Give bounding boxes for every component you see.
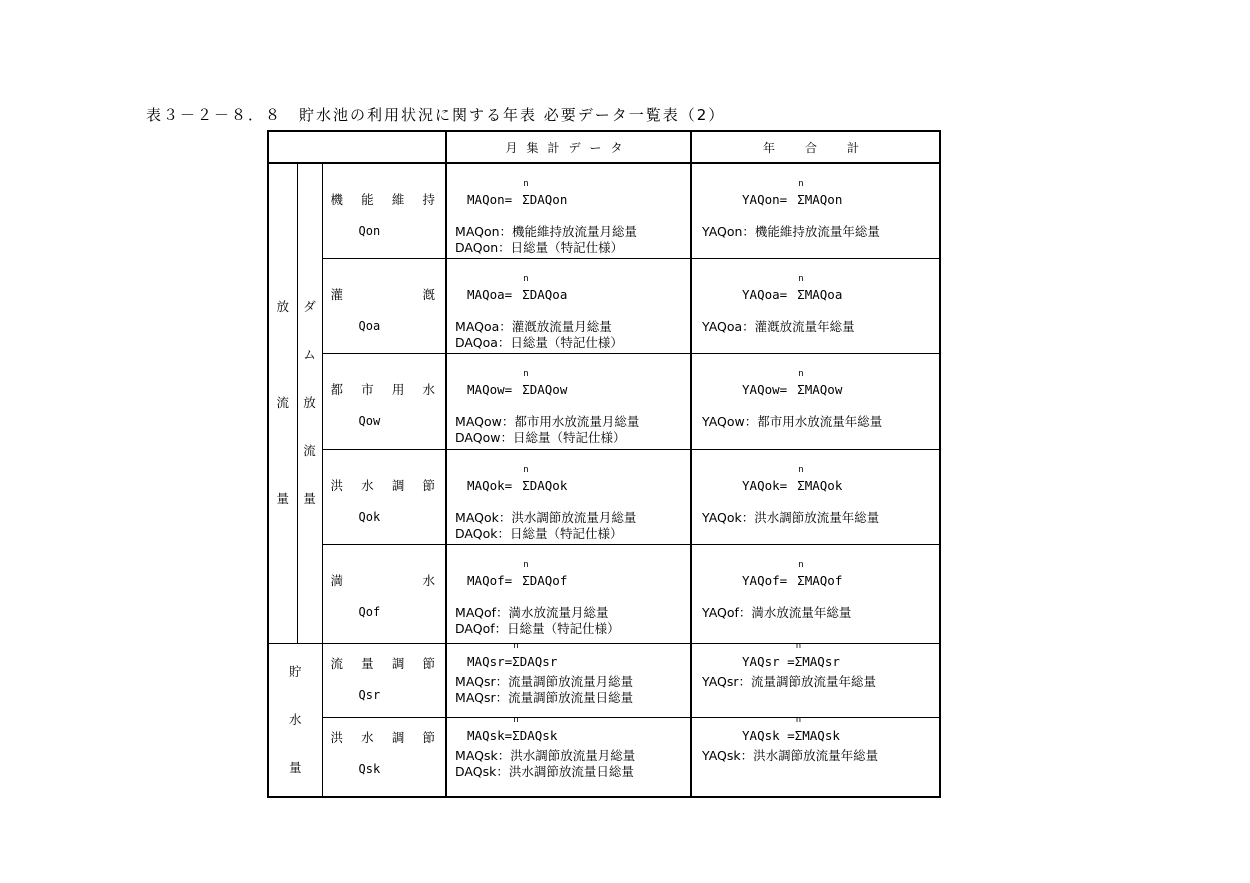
item-name [331, 654, 436, 672]
item-code: Qon [358, 224, 381, 238]
header-blank [268, 131, 446, 163]
description-line: MAQok：洪水調節放流量月総量 [455, 509, 637, 525]
item-name-char: 洪 [330, 729, 344, 745]
table-row [268, 449, 940, 544]
item-name-char: 用 [391, 381, 405, 397]
sum-limit: n [513, 640, 519, 651]
formula-lhs: YAQon= [742, 192, 788, 207]
formula-lhs: MAQoa= [467, 286, 513, 302]
description [702, 414, 939, 430]
formula-rhs: ΣDAQon n [522, 179, 568, 207]
dam-discharge-label-char: 放 [303, 395, 316, 411]
formula-lhs: YAQof= [742, 572, 788, 588]
description-line: MAQon：機能維持放流量月総量 [455, 224, 638, 239]
description-line: YAQof：満水放流量年総量 [702, 604, 852, 620]
sum-limit: n [798, 464, 804, 475]
item-name-char: 都 [330, 381, 344, 397]
formula-lhs: MAQon= [467, 192, 513, 207]
header-row [268, 131, 940, 163]
annual-cell [691, 449, 940, 544]
description-line: MAQsr：流量調節放流量月総量 [455, 673, 634, 689]
item-name-char: 調 [391, 477, 405, 493]
item-name-char: 洪 [330, 477, 344, 493]
item-name-char: 満 [330, 572, 344, 588]
item-code: Qok [358, 509, 381, 524]
item-name-char: 水 [422, 381, 436, 397]
sum-limit: n [798, 273, 804, 284]
monthly-cell [446, 449, 691, 544]
formula-lhs: MAQsk= [467, 727, 513, 743]
description [455, 674, 690, 706]
formula-rhs: ΣDAQok n [522, 464, 568, 493]
sum-limit: n [523, 464, 529, 475]
formula [702, 640, 939, 672]
item-name-char: 流 [330, 655, 344, 671]
formula-lhs: YAQsk = [742, 727, 795, 743]
formula [455, 179, 690, 210]
sum-limit: n [513, 714, 519, 725]
dam-discharge-label-cell [297, 163, 322, 643]
description-line: YAQow：都市用水放流量年総量 [702, 413, 883, 429]
monthly-cell [446, 640, 691, 717]
item-code: Qoa [358, 318, 381, 333]
description-line: DAQow：日総量（特記仕様） [455, 429, 626, 445]
formula-lhs: YAQsr = [742, 653, 795, 669]
annual-cell [691, 640, 940, 717]
item-name-char: 灌 [330, 286, 344, 302]
item-code: Qow [358, 413, 381, 428]
description-line: MAQsr：流量調節放流量日総量 [455, 689, 634, 705]
formula-rhs: ΣDAQsk n [512, 714, 558, 743]
description [702, 748, 939, 764]
description [455, 510, 690, 542]
item-name-char: 機 [330, 192, 344, 207]
discharge-label-char: 流 [276, 395, 289, 411]
description-line: YAQon：機能維持放流量年総量 [702, 224, 880, 239]
formula [702, 368, 939, 400]
dam-discharge-label-char: ダ [303, 299, 316, 315]
header-monthly: 月集計データ [446, 131, 691, 163]
item-name [331, 728, 436, 746]
item-name-char: 市 [361, 381, 374, 397]
formula [702, 273, 939, 305]
formula-rhs: ΣMAQof n [797, 559, 843, 588]
item-name-char: 量 [361, 655, 374, 671]
item-name-cell [322, 643, 446, 717]
formula [702, 179, 939, 210]
item-code: Qsr [358, 687, 381, 702]
item-name-cell [322, 544, 446, 643]
formula [455, 714, 690, 746]
item-name [331, 476, 436, 494]
formula-rhs: ΣMAQok n [797, 464, 843, 493]
table-row [268, 163, 940, 258]
formula-lhs: YAQow= [742, 381, 788, 397]
item-name [331, 285, 436, 303]
table-row [268, 258, 940, 353]
formula-rhs: ΣDAQsr n [512, 640, 558, 669]
description-line: MAQow：都市用水放流量月総量 [455, 413, 640, 429]
description-line: DAQof：日総量（特記仕様） [455, 620, 620, 636]
formula [455, 273, 690, 305]
item-code: Qof [358, 604, 381, 619]
table-row [268, 643, 940, 717]
sum-limit: n [795, 640, 802, 651]
description [455, 605, 690, 637]
item-name-char: 水 [422, 572, 436, 588]
formula-lhs: MAQsr= [467, 653, 513, 669]
description-line: MAQoa：灌漑放流量月総量 [455, 318, 612, 334]
item-name [331, 380, 436, 398]
monthly-cell [446, 353, 691, 449]
monthly-cell [446, 714, 691, 797]
item-name-cell [322, 258, 446, 353]
discharge-label-cell [268, 163, 297, 643]
table-row [268, 353, 940, 449]
item-name-cell [322, 717, 446, 797]
description [455, 224, 690, 256]
item-name-char: 水 [361, 729, 374, 745]
item-name [331, 190, 436, 208]
formula-rhs: ΣMAQow n [797, 368, 843, 397]
formula [702, 559, 939, 591]
sum-limit: n [523, 368, 529, 379]
sum-limit: n [523, 179, 529, 189]
formula-lhs: YAQok= [742, 477, 788, 493]
header-annual: 年 合 計 [691, 131, 940, 163]
dam-discharge-label-char: 量 [303, 491, 316, 507]
description-line: MAQsk：洪水調節放流量月総量 [455, 747, 636, 763]
sum-limit: n [798, 559, 804, 570]
monthly-cell [446, 163, 691, 258]
dam-discharge-label [303, 283, 316, 523]
sum-limit: n [795, 714, 802, 725]
description-line: YAQsr：流量調節放流量年総量 [702, 673, 877, 689]
discharge-label [276, 259, 289, 547]
formula [455, 464, 690, 496]
discharge-label-char: 量 [276, 491, 289, 507]
formula [455, 559, 690, 591]
discharge-label-char: 放 [276, 299, 289, 315]
table-title: 表３－２－８．８ 貯水池の利用状況に関する年表 必要データ一覧表（2） [146, 106, 726, 124]
storage-label-char: 水 [288, 711, 302, 727]
formula [455, 640, 690, 672]
annual-cell [691, 258, 940, 353]
formula-rhs: ΣDAQoa n [522, 273, 568, 302]
description [702, 510, 939, 526]
annual-cell [691, 353, 940, 449]
formula-rhs: ΣDAQow n [522, 368, 568, 397]
table-row [268, 544, 940, 643]
item-name-cell [322, 353, 446, 449]
formula [702, 464, 939, 496]
data-table [267, 130, 941, 798]
annual-cell [691, 714, 940, 797]
description [455, 748, 690, 780]
sum-limit: n [523, 273, 529, 284]
monthly-cell [446, 544, 691, 643]
item-name-char: 持 [422, 192, 436, 207]
storage-label [289, 648, 302, 792]
item-name-char: 調 [391, 655, 405, 671]
description-line: MAQof：満水放流量月総量 [455, 604, 609, 620]
formula-rhs: ΣMAQsk n [794, 714, 840, 743]
description-line: YAQsk：洪水調節放流量年総量 [702, 747, 879, 763]
item-name-cell [322, 449, 446, 544]
sum-limit: n [798, 179, 804, 189]
annual-cell [691, 544, 940, 643]
description-line: DAQoa：日総量（特記仕様） [455, 334, 623, 350]
monthly-cell [446, 258, 691, 353]
sum-limit: n [798, 368, 804, 379]
item-name-cell [322, 163, 446, 258]
formula [455, 368, 690, 400]
formula-rhs: ΣMAQsr n [794, 640, 840, 669]
item-name [331, 571, 436, 589]
formula-rhs: ΣMAQoa n [797, 273, 843, 302]
description-line: DAQok：日総量（特記仕様） [455, 525, 623, 541]
annual-cell [691, 163, 940, 258]
storage-label-char: 貯 [288, 663, 302, 679]
description [702, 319, 939, 335]
item-name-char: 水 [361, 477, 374, 493]
sum-limit: n [523, 559, 529, 570]
formula-lhs: MAQok= [467, 477, 513, 493]
item-name-char: 漑 [422, 286, 436, 302]
description-line: YAQoa：灌漑放流量年総量 [702, 318, 855, 334]
description-line: DAQsk：洪水調節放流量日総量 [455, 763, 634, 779]
dam-discharge-label-char: 流 [303, 443, 316, 459]
item-name-char: 維 [391, 192, 405, 207]
formula-rhs: ΣDAQof n [522, 559, 568, 588]
dam-discharge-label-char: ム [303, 347, 316, 363]
formula-lhs: MAQof= [467, 572, 513, 588]
item-name-char: 調 [391, 729, 405, 745]
description [702, 605, 939, 621]
item-name-char: 節 [422, 655, 436, 671]
description-line: YAQok：洪水調節放流量年総量 [702, 509, 880, 525]
formula [702, 714, 939, 746]
item-name-char: 節 [422, 729, 436, 745]
formula-lhs: YAQoa= [742, 286, 788, 302]
table-row [268, 717, 940, 797]
storage-label-char: 量 [288, 759, 302, 775]
item-name-char: 能 [361, 192, 374, 207]
description [702, 674, 939, 690]
description [702, 224, 939, 240]
formula-lhs: MAQow= [467, 381, 513, 397]
description [455, 319, 690, 351]
description-line: DAQon：日総量（特記仕様） [455, 240, 624, 255]
item-name-char: 節 [422, 477, 436, 493]
item-code: Qsk [358, 761, 381, 776]
storage-label-cell [268, 643, 322, 797]
description [455, 414, 690, 446]
formula-rhs: ΣMAQon n [797, 179, 843, 207]
